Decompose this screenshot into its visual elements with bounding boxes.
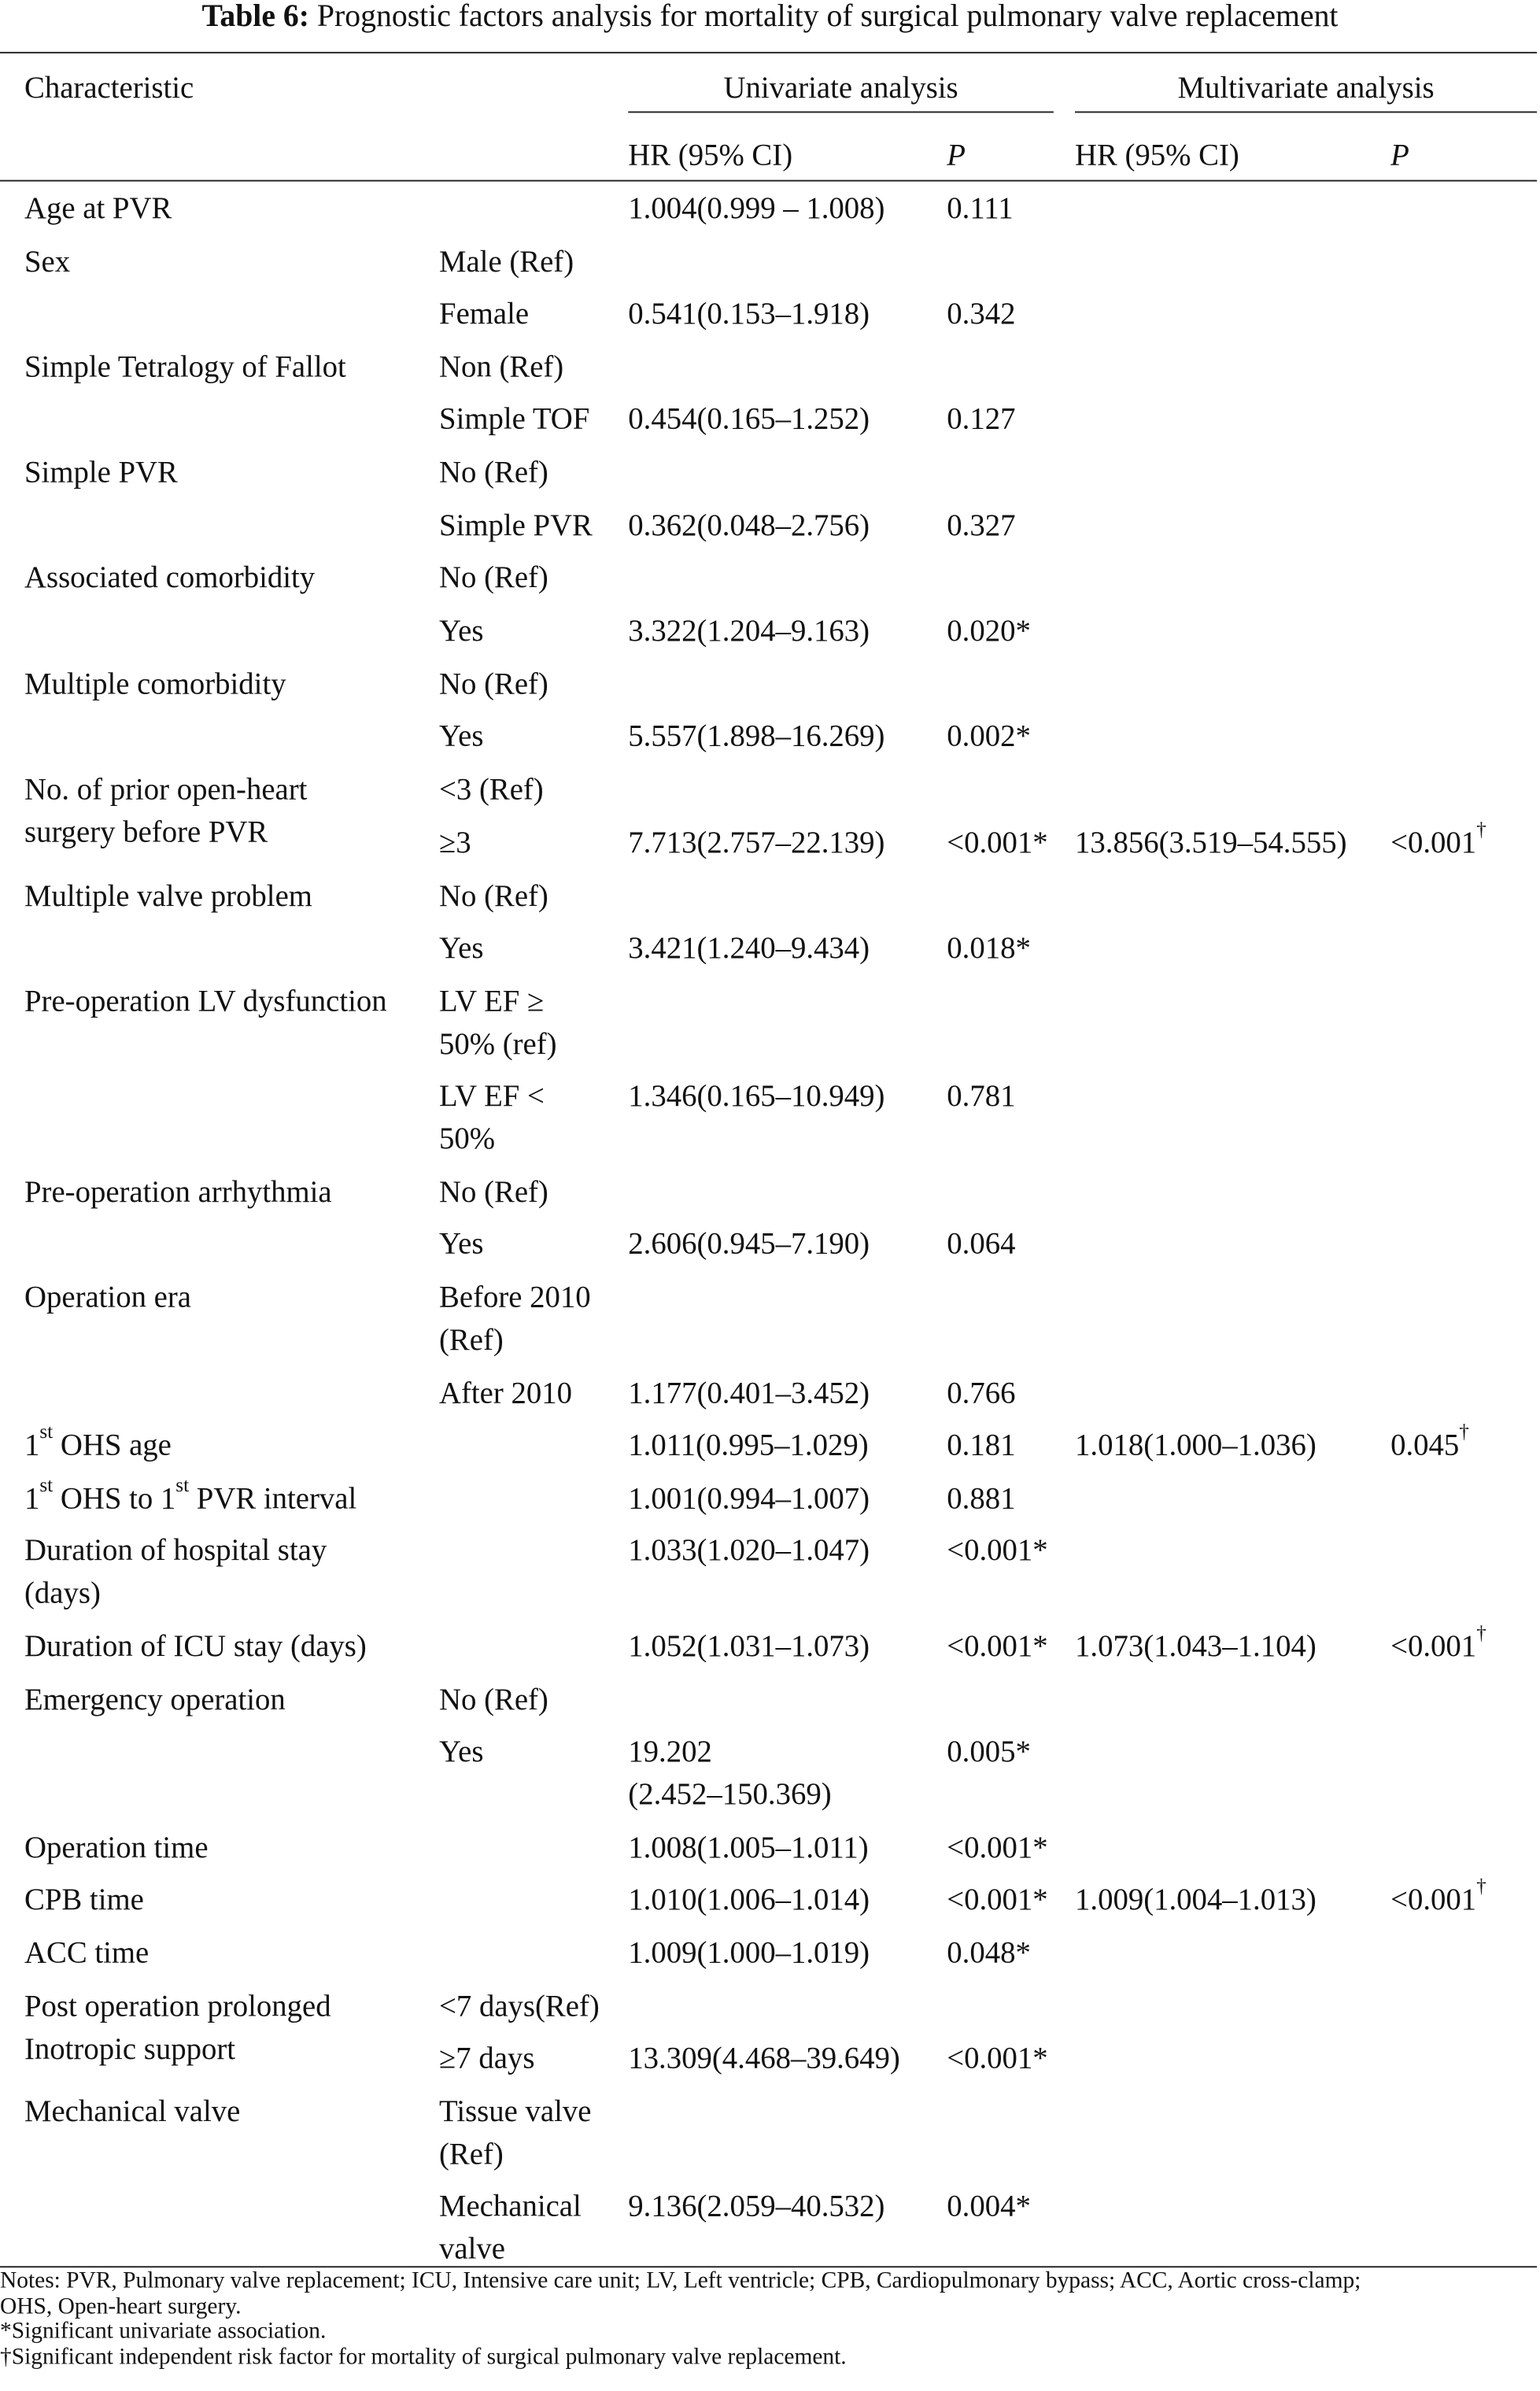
row-characteristic: Post operation prolonged Inotropic support <box>24 1990 331 2067</box>
univariate-hr: 1.004(0.999 – 1.008) <box>628 192 885 226</box>
row-category: Tissue valve (Ref) <box>439 2095 592 2172</box>
note-multivariate: †Significant independent risk factor for mortality of surgical pulmonary valve replacement. <box>0 2343 847 2370</box>
superscript: st <box>175 1473 190 1497</box>
row-category: Simple PVR <box>439 509 593 543</box>
univariate-p: <0.001* <box>947 1630 1048 1664</box>
row-characteristic: ACC time <box>24 1936 150 1971</box>
univariate-hr: 13.309(4.468–39.649) <box>628 2042 900 2076</box>
table-caption <box>0 0 1540 38</box>
row-characteristic: Operation era <box>24 1280 191 1315</box>
multivariate-hr: 1.009(1.004–1.013) <box>1075 1883 1317 1917</box>
row-characteristic: Pre-operation arrhythmia <box>24 1175 332 1210</box>
row-category: Yes <box>439 719 484 754</box>
univariate-hr: 1.001(0.994–1.007) <box>628 1482 870 1516</box>
row-characteristic: Mechanical valve <box>24 2095 241 2129</box>
row-characteristic: Duration of hospital stay (days) <box>24 1534 327 1611</box>
multivariate-hr: 13.856(3.519–54.555) <box>1075 826 1347 860</box>
superscript: st <box>39 1420 54 1443</box>
header-rule <box>0 180 1537 182</box>
row-characteristic: Simple Tetralogy of Fallot <box>24 350 346 385</box>
row-category: LV EF < 50% <box>439 1079 545 1156</box>
univariate-hr: 1.010(1.006–1.014) <box>628 1883 870 1917</box>
univariate-rule <box>628 111 1054 113</box>
dagger-superscript: † <box>1476 1874 1486 1898</box>
univariate-hr: 1.033(1.020–1.047) <box>628 1534 870 1568</box>
row-characteristic-part: 1 <box>24 1482 40 1516</box>
row-category: <7 days(Ref) <box>439 1990 600 2024</box>
row-characteristic: Duration of ICU stay (days) <box>24 1630 367 1664</box>
header-multivariate-p <box>1390 135 1409 177</box>
univariate-p: 0.781 <box>947 1079 1016 1114</box>
row-category: ≥7 days <box>439 2042 535 2076</box>
univariate-p: 0.127 <box>947 402 1016 437</box>
row-category: Female <box>439 297 530 331</box>
multivariate-p <box>1390 1621 1486 1668</box>
row-category: Non (Ref) <box>439 350 564 385</box>
header-univariate-hr: HR (95% CI) <box>628 139 793 172</box>
multivariate-p <box>1390 1420 1469 1467</box>
univariate-hr: 1.346(0.165–10.949) <box>628 1079 885 1114</box>
row-characteristic: No. of prior open-heart surgery before PVR <box>24 773 308 850</box>
univariate-p: <0.001* <box>947 1534 1048 1568</box>
univariate-hr: 9.136(2.059–40.532) <box>628 2190 885 2224</box>
dagger-superscript: † <box>1459 1420 1469 1443</box>
univariate-hr: 1.009(1.000–1.019) <box>628 1936 870 1971</box>
superscript: st <box>39 1473 54 1497</box>
multivariate-p <box>1390 1874 1486 1921</box>
row-characteristic: Age at PVR <box>24 192 172 226</box>
univariate-p: 0.005* <box>947 1735 1031 1769</box>
header-multivariate: Multivariate analysis <box>1177 72 1435 105</box>
row-characteristic-part: PVR interval <box>189 1482 357 1516</box>
univariate-hr: 0.541(0.153–1.918) <box>628 297 870 331</box>
multivariate-p <box>1390 818 1486 864</box>
header-univariate-p-text: P <box>947 139 966 172</box>
multivariate-hr: 1.018(1.000–1.036) <box>1075 1428 1317 1463</box>
univariate-hr: 1.011(0.995–1.029) <box>628 1428 869 1463</box>
row-category: No (Ref) <box>439 1683 548 1717</box>
multivariate-p-value: <0.001 <box>1390 826 1477 860</box>
univariate-p: 0.018* <box>947 931 1031 966</box>
table-caption-label: Table 6: <box>201 0 309 34</box>
row-category: Yes <box>439 1227 484 1262</box>
row-category: No (Ref) <box>439 561 548 595</box>
univariate-p: 0.766 <box>947 1377 1016 1411</box>
row-category: Yes <box>439 614 484 649</box>
table-caption-text: Prognostic factors analysis for mortality of surgical pulmonary valve replacement <box>316 0 1339 34</box>
header-multivariate-p-text: P <box>1390 139 1409 172</box>
multivariate-p-value: 0.045 <box>1390 1428 1460 1463</box>
row-characteristic: Multiple comorbidity <box>24 667 286 702</box>
dagger-superscript: † <box>1476 1621 1486 1645</box>
univariate-hr: 0.454(0.165–1.252) <box>628 402 870 437</box>
univariate-p: 0.064 <box>947 1227 1016 1262</box>
dagger-superscript: † <box>1476 818 1486 841</box>
row-category: No (Ref) <box>439 456 548 490</box>
row-category: Male (Ref) <box>439 245 574 279</box>
univariate-p: <0.001* <box>947 1831 1048 1865</box>
table-notes <box>0 2269 1540 2371</box>
univariate-hr: 1.052(1.031–1.073) <box>628 1630 870 1664</box>
note-univariate: *Significant univariate association. <box>0 2318 327 2345</box>
univariate-p: 0.111 <box>947 192 1014 226</box>
univariate-p: <0.001* <box>947 826 1048 860</box>
univariate-p: 0.881 <box>947 1482 1016 1516</box>
row-characteristic: CPB time <box>24 1883 144 1917</box>
row-category: Yes <box>439 931 484 966</box>
top-rule <box>0 52 1537 54</box>
row-characteristic: Operation time <box>24 1831 209 1865</box>
univariate-p: 0.048* <box>947 1936 1031 1971</box>
row-category: ≥3 <box>439 826 471 860</box>
row-characteristic: Sex <box>24 245 71 279</box>
row-category: LV EF ≥ 50% (ref) <box>439 985 557 1062</box>
univariate-hr: 1.177(0.401–3.452) <box>628 1377 870 1411</box>
multivariate-p-value: <0.001 <box>1390 1883 1477 1917</box>
row-characteristic <box>24 1420 172 1467</box>
univariate-hr: 2.606(0.945–7.190) <box>628 1227 870 1262</box>
row-characteristic-part: OHS to 1 <box>53 1482 176 1516</box>
univariate-p: 0.327 <box>947 509 1016 543</box>
univariate-hr: 5.557(1.898–16.269) <box>628 719 885 754</box>
univariate-p: 0.181 <box>947 1428 1016 1463</box>
header-multivariate-hr: HR (95% CI) <box>1075 139 1239 172</box>
row-characteristic: Multiple valve problem <box>24 879 312 914</box>
univariate-hr: 0.362(0.048–2.756) <box>628 509 870 543</box>
row-category: After 2010 <box>439 1377 572 1411</box>
note-abbreviations: Notes: PVR, Pulmonary valve replacement; ICU, Intensive care unit; LV, Left ventricle; CPB, Cardiopulmonary bypass; ACC, Aortic cross-clamp; OHS, Open-heart surgery. <box>0 2267 1361 2319</box>
univariate-hr: 3.322(1.204–9.163) <box>628 614 870 649</box>
row-characteristic: Simple PVR <box>24 456 178 490</box>
row-category: No (Ref) <box>439 1175 548 1210</box>
row-category: Mechanical valve <box>439 2190 582 2267</box>
row-category: <3 (Ref) <box>439 773 544 807</box>
univariate-p: 0.342 <box>947 297 1016 331</box>
multivariate-hr: 1.073(1.043–1.104) <box>1075 1630 1317 1664</box>
univariate-hr: 3.421(1.240–9.434) <box>628 931 870 966</box>
univariate-p: <0.001* <box>947 2042 1048 2076</box>
row-category: Simple TOF <box>439 402 590 437</box>
row-characteristic-part: 1 <box>24 1428 40 1463</box>
univariate-p: 0.004* <box>947 2190 1031 2224</box>
header-characteristic: Characteristic <box>24 72 194 105</box>
row-characteristic: Pre-operation LV dysfunction <box>24 985 387 1019</box>
row-characteristic <box>24 1473 357 1521</box>
row-category: No (Ref) <box>439 667 548 702</box>
header-univariate: Univariate analysis <box>723 72 958 105</box>
header-univariate-p <box>947 135 966 177</box>
row-characteristic: Associated comorbidity <box>24 561 316 595</box>
univariate-hr: 19.202 (2.452–150.369) <box>628 1735 832 1812</box>
univariate-hr: 7.713(2.757–22.139) <box>628 826 885 860</box>
univariate-p: <0.001* <box>947 1883 1048 1917</box>
multivariate-p-value: <0.001 <box>1390 1630 1477 1664</box>
row-category: Yes <box>439 1735 484 1769</box>
row-category: Before 2010 (Ref) <box>439 1280 591 1358</box>
row-characteristic: Emergency operation <box>24 1683 286 1717</box>
row-category: No (Ref) <box>439 879 548 914</box>
multivariate-rule <box>1075 111 1537 113</box>
row-characteristic-part: OHS age <box>53 1428 172 1463</box>
univariate-p: 0.020* <box>947 614 1031 649</box>
univariate-p: 0.002* <box>947 719 1031 754</box>
univariate-hr: 1.008(1.005–1.011) <box>628 1831 869 1865</box>
